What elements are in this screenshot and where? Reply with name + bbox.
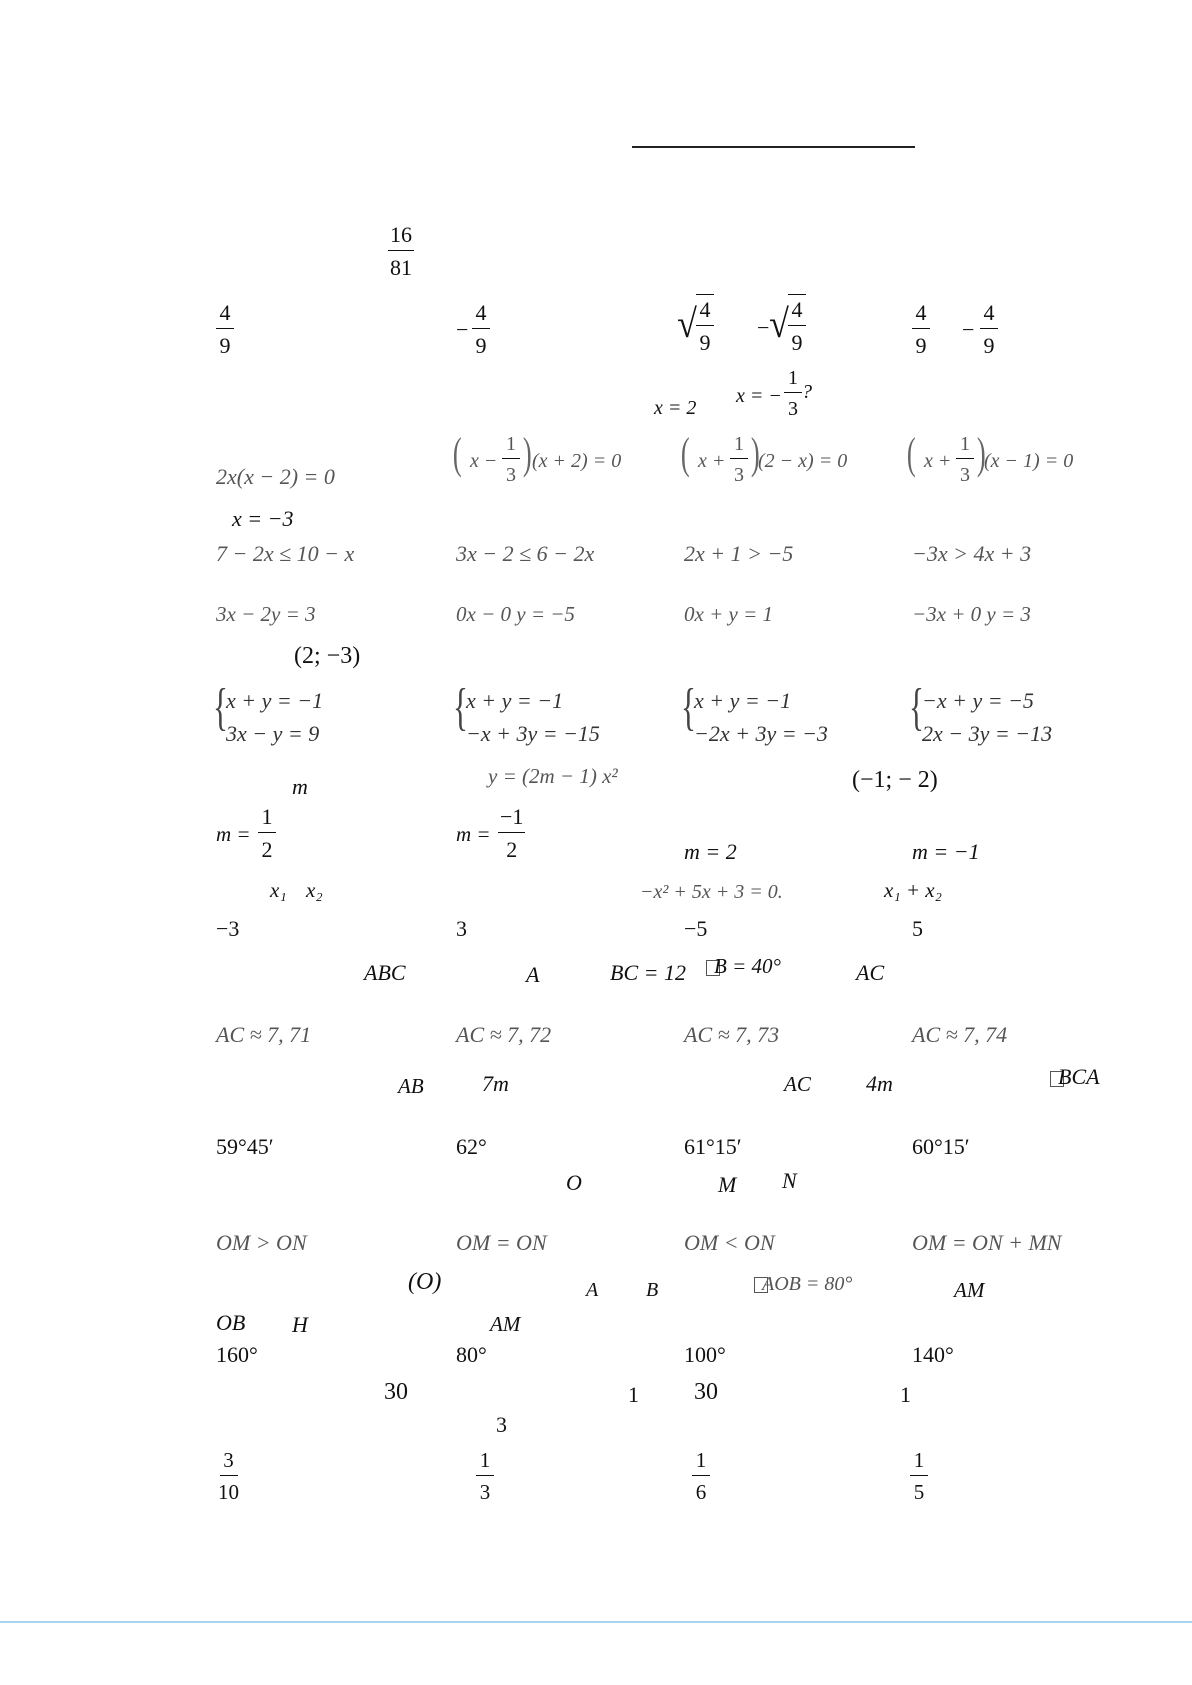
q11-option-d[interactable]: 140° bbox=[912, 1342, 954, 1367]
q11-option-a[interactable]: 160° bbox=[216, 1342, 258, 1367]
q8-option-c[interactable]: AC ≈ 7, 73 bbox=[684, 1022, 780, 1047]
q2-option-d[interactable]: (x − 1) = 0 bbox=[984, 450, 1074, 472]
q5-option-c[interactable]: x + y = −1 −2x + 3y = −3 bbox=[694, 688, 828, 746]
q8-vertex: A bbox=[526, 962, 540, 987]
q9-side-ac: AC bbox=[784, 1072, 811, 1096]
q3-option-d[interactable]: −3x > 4x + 3 bbox=[912, 541, 1032, 566]
q1-given-fraction: $\frac{16}{81}$ bbox=[390, 222, 412, 280]
q12-option-a[interactable]: $\frac{3}{10}$ bbox=[218, 1448, 239, 1504]
q8-option-d[interactable]: AC ≈ 7, 74 bbox=[912, 1022, 1008, 1047]
q7-option-c[interactable]: −5 bbox=[684, 916, 708, 941]
q2-option-c[interactable]: (2 − x) = 0 bbox=[758, 450, 848, 472]
q1-option-c-root2[interactable]: √ $\frac{4}{9}$ bbox=[768, 294, 806, 354]
q10-point-m: M bbox=[718, 1172, 737, 1197]
q2-root-two-fraction: $\frac{1}{3}$ bbox=[784, 368, 802, 419]
q2-b-fraction: $\frac{1}{3}$ bbox=[502, 434, 520, 485]
q2-c-fraction: $\frac{1}{3}$ bbox=[730, 434, 748, 485]
header-rule bbox=[632, 146, 915, 148]
q4-option-a[interactable]: 3x − 2y = 3 bbox=[216, 602, 316, 626]
q2-d-open-paren: ( bbox=[906, 429, 916, 478]
q5-b-brace: { bbox=[452, 679, 468, 736]
q11-point-b: B bbox=[646, 1279, 659, 1301]
q11-am-second: AM bbox=[490, 1312, 521, 1336]
q8-triangle: ABC bbox=[364, 960, 406, 985]
q9-ab-length: 7m bbox=[482, 1071, 509, 1096]
q11-option-c[interactable]: 100° bbox=[684, 1342, 726, 1367]
q6-option-a[interactable]: $\frac{1}{2}$ bbox=[258, 806, 276, 861]
q11-option-b[interactable]: 80° bbox=[456, 1342, 487, 1367]
q9-option-c[interactable]: 61°15′ bbox=[684, 1134, 742, 1159]
q2-root-one: x = 2 bbox=[654, 397, 697, 419]
q10-point-n: N bbox=[782, 1168, 797, 1193]
q5-point: (2; −3) bbox=[294, 643, 361, 669]
q3-option-b[interactable]: 3x − 2 ≤ 6 − 2x bbox=[456, 541, 595, 566]
q2-d-close-paren: ) bbox=[976, 429, 986, 478]
q12-option-b[interactable]: $\frac{1}{3}$ bbox=[476, 1450, 494, 1503]
q1-option-b[interactable]: $\frac{4}{9}$ bbox=[472, 302, 490, 357]
q1-option-c-sign: − bbox=[757, 315, 770, 340]
q5-a-brace: { bbox=[212, 679, 228, 736]
q11-point-h: H bbox=[292, 1312, 308, 1337]
q9-option-a[interactable]: 59°45′ bbox=[216, 1134, 274, 1159]
q2-root-two-suffix: ? bbox=[802, 381, 812, 403]
q8-option-b[interactable]: AC ≈ 7, 72 bbox=[456, 1022, 552, 1047]
q7-root-x2: x₂ bbox=[306, 878, 323, 902]
q7-sum: x₁ + x₂ bbox=[884, 878, 942, 902]
q9-option-d[interactable]: 60°15′ bbox=[912, 1134, 970, 1159]
q7-option-d[interactable]: 5 bbox=[912, 916, 923, 941]
q10-option-d[interactable]: OM = ON + MN bbox=[912, 1230, 1062, 1255]
q11-circle: (O) bbox=[408, 1269, 442, 1295]
q5-d-brace: { bbox=[908, 679, 924, 736]
q12-number-1-first: 1 bbox=[628, 1382, 639, 1407]
q2-c-close-paren: ) bbox=[750, 429, 760, 478]
q7-option-a[interactable]: −3 bbox=[216, 916, 240, 941]
q2-d-pre: x + bbox=[924, 450, 952, 472]
q5-option-d[interactable]: −x + y = −5 2x − 3y = −13 bbox=[922, 688, 1053, 746]
q9-ac-length: 4m bbox=[866, 1071, 893, 1096]
q12-number-1-second: 1 bbox=[900, 1382, 911, 1407]
q6-option-c[interactable]: m = 2 bbox=[684, 839, 737, 864]
q11-chord-am: AM bbox=[954, 1278, 985, 1302]
q3-option-a[interactable]: 7 − 2x ≤ 10 − x bbox=[216, 541, 355, 566]
q2-c-pre: x + bbox=[698, 450, 726, 472]
q6-a-pre: m = bbox=[216, 822, 251, 846]
q2-d-fraction: $\frac{1}{3}$ bbox=[956, 434, 974, 485]
q2-b-close-paren: ) bbox=[522, 429, 532, 478]
q3-option-c[interactable]: 2x + 1 > −5 bbox=[684, 541, 794, 566]
q1-option-d-negative[interactable]: $\frac{4}{9}$ bbox=[980, 302, 998, 357]
q1-option-a[interactable]: $\frac{4}{9}$ bbox=[216, 302, 234, 357]
q4-option-d[interactable]: −3x + 0 y = 3 bbox=[912, 602, 1031, 626]
q6-point: (−1; − 2) bbox=[852, 767, 938, 793]
q11-ob: OB bbox=[216, 1310, 246, 1335]
q4-option-b[interactable]: 0x − 0 y = −5 bbox=[456, 602, 575, 626]
q10-option-b[interactable]: OM = ON bbox=[456, 1230, 547, 1255]
q12-number-30-second: 30 bbox=[694, 1379, 718, 1405]
q2-option-a[interactable]: 2x(x − 2) = 0 bbox=[216, 464, 335, 489]
q7-option-b[interactable]: 3 bbox=[456, 916, 467, 941]
q8-side-bc: BC = 12 bbox=[610, 960, 686, 985]
q8-side-ac: AC bbox=[856, 960, 885, 985]
q10-option-c[interactable]: OM < ON bbox=[684, 1230, 775, 1255]
q1-option-d-sign: − bbox=[962, 317, 975, 342]
q5-option-a[interactable]: x + y = −1 3x − y = 9 bbox=[226, 688, 324, 746]
q12-number-30-first: 30 bbox=[384, 1379, 408, 1405]
q6-function: y = (2m − 1) x² bbox=[488, 764, 618, 788]
q2-b-pre: x − bbox=[470, 450, 498, 472]
q2-c-open-paren: ( bbox=[680, 429, 690, 478]
q1-option-d-positive[interactable]: $\frac{4}{9}$ bbox=[912, 302, 930, 357]
q5-option-b[interactable]: x + y = −1 −x + 3y = −15 bbox=[466, 688, 600, 746]
q10-center-o: O bbox=[566, 1170, 582, 1195]
q10-option-a[interactable]: OM > ON bbox=[216, 1230, 307, 1255]
q8-option-a[interactable]: AC ≈ 7, 71 bbox=[216, 1022, 312, 1047]
q6-param: m bbox=[292, 774, 308, 799]
q5-c-brace: { bbox=[680, 679, 696, 736]
q9-angle: BCA bbox=[1050, 1066, 1100, 1088]
q9-side-ab: AB bbox=[398, 1074, 424, 1098]
q7-equation: −x² + 5x + 3 = 0. bbox=[640, 881, 783, 903]
q12-option-d[interactable]: $\frac{1}{5}$ bbox=[910, 1450, 928, 1503]
q2-option-b[interactable]: (x + 2) = 0 bbox=[532, 450, 622, 472]
q8-angle: B = 40° bbox=[706, 956, 781, 977]
q12-option-c[interactable]: $\frac{1}{6}$ bbox=[692, 1450, 710, 1503]
q6-b-pre: m = bbox=[456, 822, 491, 846]
q6-option-d[interactable]: m = −1 bbox=[912, 839, 980, 864]
q11-angle: AOB = 80° bbox=[754, 1274, 852, 1294]
q3-value: x = −3 bbox=[232, 506, 294, 531]
q9-option-b[interactable]: 62° bbox=[456, 1134, 487, 1159]
q6-option-b[interactable]: $\frac{-1}{2}$ bbox=[500, 804, 524, 862]
q4-option-c[interactable]: 0x + y = 1 bbox=[684, 602, 773, 626]
q12-number-3: 3 bbox=[496, 1412, 507, 1437]
q1-option-b-sign: − bbox=[456, 317, 469, 342]
q1-option-c-root1[interactable]: √ $\frac{4}{9}$ bbox=[676, 294, 714, 354]
q2-b-open-paren: ( bbox=[452, 429, 462, 478]
q11-point-a: A bbox=[586, 1279, 599, 1301]
q2-root-two-prefix: x = − bbox=[736, 385, 782, 407]
q7-root-x1: x₁ bbox=[270, 878, 287, 902]
footer-rule bbox=[0, 1621, 1192, 1623]
